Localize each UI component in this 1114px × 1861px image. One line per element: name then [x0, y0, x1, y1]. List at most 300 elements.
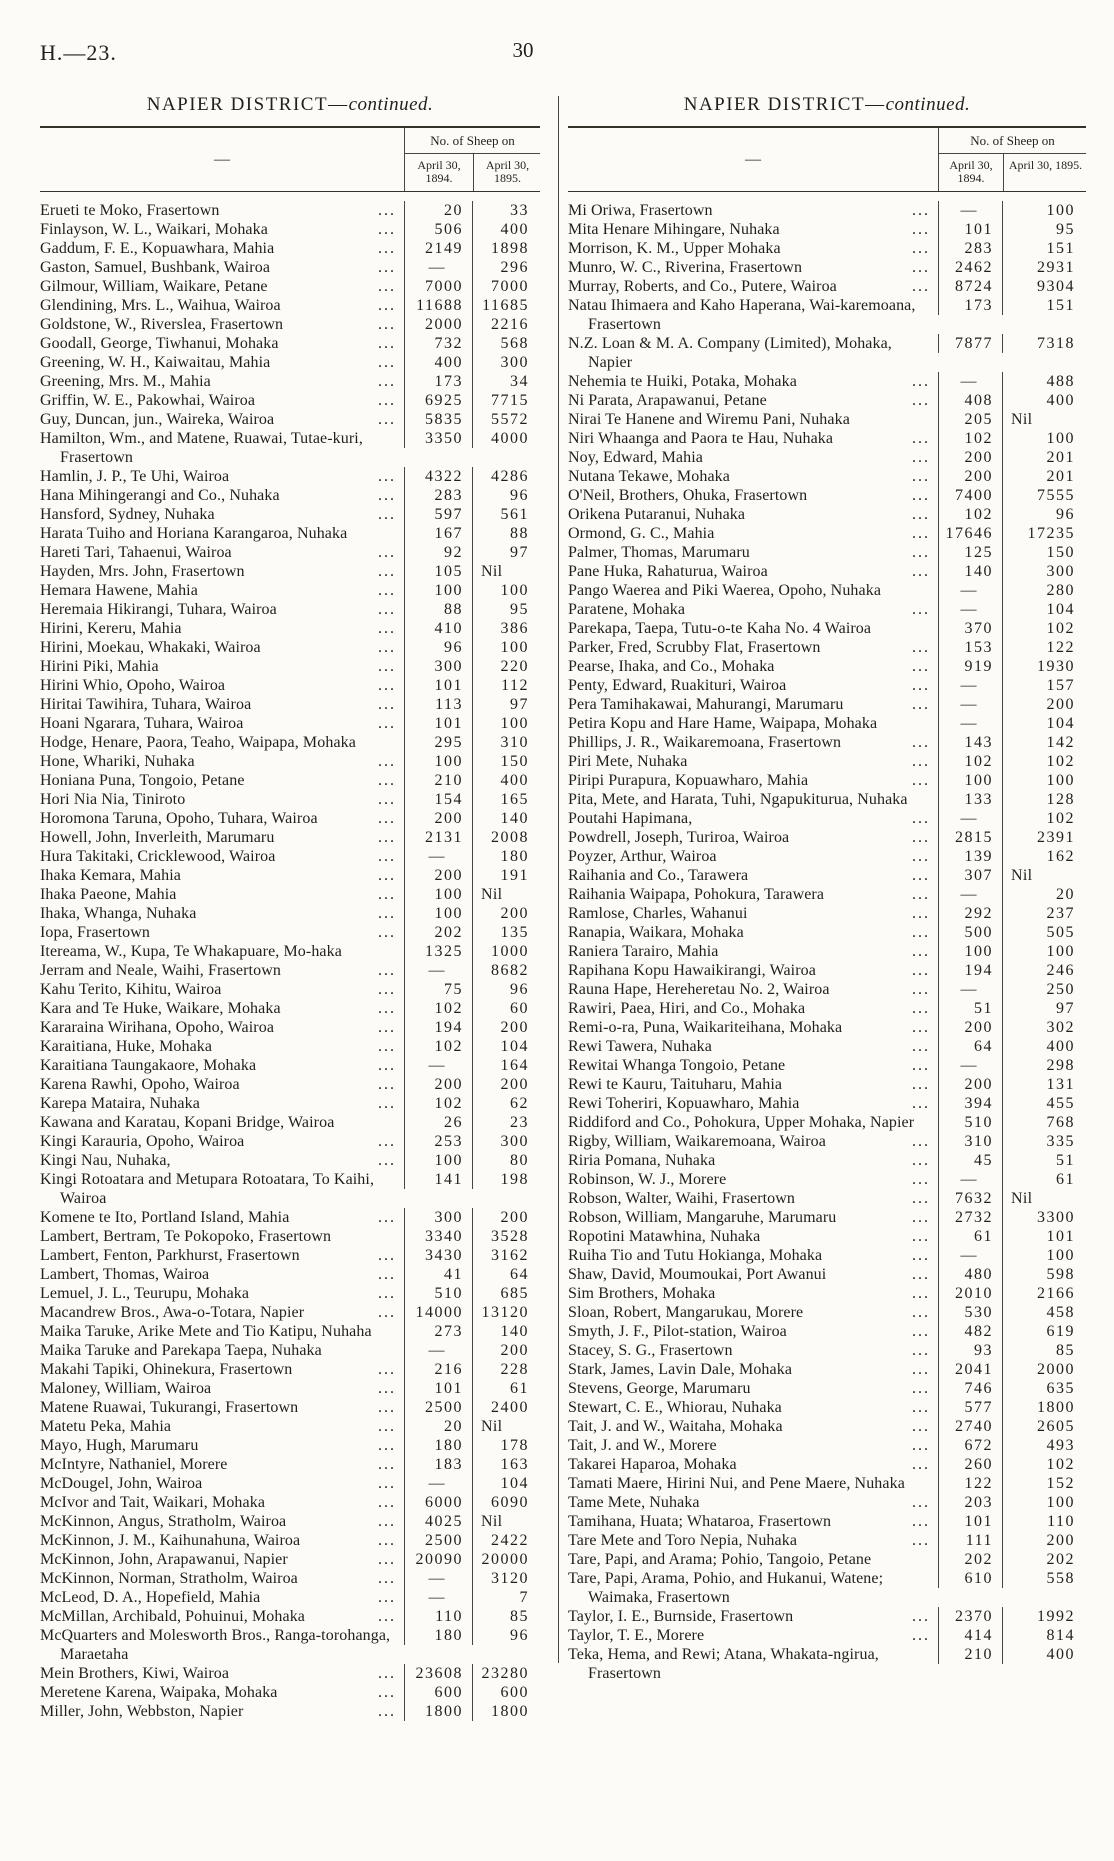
owner-name: Murray, Roberts, and Co., Putere, Wairoa	[568, 278, 837, 295]
owner-name: Karaitiana Taungakaore, Mohaka	[40, 1057, 257, 1074]
value-1894: 88	[404, 600, 472, 619]
owner-name: Hayden, Mrs. John, Frasertown	[40, 563, 245, 580]
owner-name-cell	[568, 334, 938, 372]
dot-leader: ...	[378, 905, 396, 922]
value-1895: 201	[1002, 467, 1086, 486]
table-row	[40, 562, 540, 581]
value-1894: 4025	[404, 1512, 472, 1531]
value-1895: 455	[1002, 1094, 1086, 1113]
dot-leader: ...	[912, 1532, 930, 1549]
owner-name: Niri Whaanga and Paora te Hau, Nuhaka	[568, 430, 834, 447]
owner-name: Gaston, Samuel, Bushbank, Wairoa	[40, 259, 271, 276]
value-1894: 3340	[404, 1227, 472, 1246]
table-row	[40, 790, 540, 809]
value-1894: 102	[938, 429, 1002, 448]
dot-leader: ...	[378, 1684, 396, 1701]
table-row	[568, 486, 1086, 505]
dot-leader: ...	[912, 753, 930, 770]
value-1895: 61	[472, 1379, 540, 1398]
owner-name: Morrison, K. M., Upper Mohaka	[568, 240, 781, 257]
table-title-continued: continued.	[348, 94, 434, 115]
owner-name-cell	[40, 1588, 404, 1607]
value-1895: 7	[472, 1588, 540, 1607]
value-1894: 310	[938, 1132, 1002, 1151]
dot-leader: ...	[912, 1076, 930, 1093]
table-row	[568, 1303, 1086, 1322]
dot-leader: ...	[378, 1285, 396, 1302]
table-row	[40, 220, 540, 239]
value-1895: 96	[472, 1626, 540, 1645]
table-row	[40, 1607, 540, 1626]
table-row	[40, 1398, 540, 1417]
owner-name-cell	[568, 543, 938, 562]
table-row	[568, 562, 1086, 581]
table-row	[40, 372, 540, 391]
owner-name-cell	[40, 1056, 404, 1075]
value-1894: —	[938, 980, 1002, 999]
value-1894: 8724	[938, 277, 1002, 296]
value-1895: 493	[1002, 1436, 1086, 1455]
owner-name-cell	[40, 1208, 404, 1227]
owner-name-cell	[40, 334, 404, 353]
owner-name-cell	[40, 1702, 404, 1721]
owner-name: Mein Brothers, Kiwi, Wairoa	[40, 1665, 230, 1682]
value-1894: 500	[938, 923, 1002, 942]
dot-leader: ...	[912, 677, 930, 694]
owner-name: Nutana Tekawe, Mohaka	[568, 468, 730, 485]
owner-name: Ihaka Kemara, Mahia	[40, 867, 181, 884]
table-row	[568, 277, 1086, 296]
dot-leader: ...	[378, 297, 396, 314]
value-1894: 154	[404, 790, 472, 809]
owner-name: Sloan, Robert, Mangarukau, Morere	[568, 1304, 804, 1321]
value-1895: 100	[1002, 771, 1086, 790]
owner-name-cell	[568, 847, 938, 866]
table-row	[40, 1455, 540, 1474]
owner-name: Kawana and Karatau, Kopani Bridge, Wairoa	[40, 1114, 335, 1131]
value-1895: Nil	[472, 1417, 540, 1436]
dot-leader: ...	[912, 1627, 930, 1644]
table-row	[568, 980, 1086, 999]
dot-leader: ...	[378, 810, 396, 827]
value-1895: 2216	[472, 315, 540, 334]
value-1894: 111	[938, 1531, 1002, 1550]
value-1895: 4286	[472, 467, 540, 486]
owner-name-cell	[568, 1170, 938, 1189]
value-1895: 100	[1002, 429, 1086, 448]
table-row	[568, 1417, 1086, 1436]
value-1895: 228	[472, 1360, 540, 1379]
value-1894: 102	[938, 505, 1002, 524]
owner-name-cell	[40, 410, 404, 429]
owner-name-cell	[40, 1607, 404, 1626]
owner-name-cell	[40, 391, 404, 410]
table-row	[568, 790, 1086, 809]
table-row	[568, 1322, 1086, 1341]
owner-name-cell	[568, 1360, 938, 1379]
owner-name-cell	[568, 562, 938, 581]
value-1895: 162	[1002, 847, 1086, 866]
owner-name: Tare, Papi, and Arama; Pohio, Tangoio, Petane	[568, 1551, 872, 1568]
table-row	[568, 1550, 1086, 1569]
value-1895: 7000	[472, 277, 540, 296]
owner-name: Macandrew Bros., Awa-o-Totara, Napier	[40, 1304, 305, 1321]
table-row	[568, 1170, 1086, 1189]
value-1894: 26	[404, 1113, 472, 1132]
date-headers	[405, 154, 540, 191]
value-1894: 200	[404, 866, 472, 885]
dot-leader: ...	[912, 658, 930, 675]
owner-name-cell	[40, 714, 404, 733]
owner-name: Rewi Tawera, Nuhaka	[568, 1038, 712, 1055]
value-1895: 635	[1002, 1379, 1086, 1398]
owner-name: Erueti te Moko, Frasertown	[40, 202, 220, 219]
owner-name-cell	[40, 543, 404, 562]
dot-leader: ...	[378, 696, 396, 713]
owner-name-cell	[40, 1151, 404, 1170]
dot-leader: ...	[912, 1171, 930, 1188]
table-row	[40, 1702, 540, 1721]
dot-leader: ...	[912, 962, 930, 979]
table-row	[568, 866, 1086, 885]
dot-leader: ...	[378, 886, 396, 903]
dot-leader: ...	[378, 411, 396, 428]
owner-name-cell	[568, 581, 938, 600]
owner-name: Raihania Waipapa, Pohokura, Tarawera	[568, 886, 825, 903]
value-1894: 2041	[938, 1360, 1002, 1379]
value-1894: 100	[404, 1151, 472, 1170]
owner-name-cell	[40, 1170, 404, 1208]
owner-name: Rewi te Kauru, Taituharu, Mahia	[568, 1076, 783, 1093]
owner-name: Jerram and Neale, Waihi, Frasertown	[40, 962, 281, 979]
owner-name-cell	[568, 448, 938, 467]
table-header	[40, 126, 540, 192]
value-1894: 216	[404, 1360, 472, 1379]
value-1894: —	[938, 201, 1002, 220]
owner-name-cell	[568, 923, 938, 942]
value-1894: 5835	[404, 410, 472, 429]
owner-name-cell	[568, 1037, 938, 1056]
value-1895: 300	[472, 1132, 540, 1151]
table-row	[568, 1569, 1086, 1607]
owner-name-cell	[568, 1132, 938, 1151]
value-1894: 105	[404, 562, 472, 581]
value-1895: 128	[1002, 790, 1086, 809]
table-row	[40, 1550, 540, 1569]
dot-leader: ...	[378, 1570, 396, 1587]
owner-name: Teka, Hema, and Rewi; Atana, Whakata-ngirua, Frasertown	[568, 1646, 879, 1682]
owner-name: Hodge, Henare, Paora, Teaho, Waipapa, Mohaka	[40, 734, 356, 751]
dot-leader: ...	[378, 487, 396, 504]
owner-name-cell	[40, 638, 404, 657]
value-1895: 1930	[1002, 657, 1086, 676]
value-1894: 200	[938, 1075, 1002, 1094]
value-1895: Nil	[1002, 1189, 1086, 1208]
table-row	[568, 809, 1086, 828]
value-1894: 205	[938, 410, 1002, 429]
owner-name: Paratene, Mohaka	[568, 601, 686, 618]
owner-name-cell	[40, 771, 404, 790]
owner-name: N.Z. Loan & M. A. Company (Limited), Mohaka, Napier	[568, 335, 892, 371]
value-1895: 2931	[1002, 258, 1086, 277]
table-row	[568, 1037, 1086, 1056]
owner-name: Karepa Mataira, Nuhaka	[40, 1095, 200, 1112]
value-1894: —	[404, 1588, 472, 1607]
owner-name-cell	[568, 467, 938, 486]
value-1895: 2000	[1002, 1360, 1086, 1379]
table-row	[568, 904, 1086, 923]
owner-name: Tait, J. and W., Morere	[568, 1437, 717, 1454]
owner-name: Shaw, David, Moumoukai, Port Awanui	[568, 1266, 827, 1283]
value-1895: 180	[472, 847, 540, 866]
value-1895: 150	[1002, 543, 1086, 562]
table-row	[568, 467, 1086, 486]
value-1895: 64	[472, 1265, 540, 1284]
dot-leader: ...	[912, 240, 930, 257]
owner-name-cell	[40, 1455, 404, 1474]
value-1894: 133	[938, 790, 1002, 809]
value-1894: 253	[404, 1132, 472, 1151]
owner-name: Raniera Tarairo, Mahia	[568, 943, 719, 960]
value-1895: Nil	[472, 885, 540, 904]
value-1894: 203	[938, 1493, 1002, 1512]
table-row	[40, 714, 540, 733]
owner-name-cell	[568, 676, 938, 695]
owner-name: Itereama, W., Kupa, Te Whakapuare, Mo-haka	[40, 943, 342, 960]
value-1894: —	[938, 695, 1002, 714]
page-number: 30	[512, 38, 534, 62]
owner-name: Mayo, Hugh, Marumaru	[40, 1437, 199, 1454]
table-row	[40, 619, 540, 638]
table-row	[568, 1341, 1086, 1360]
value-1894: 200	[938, 1018, 1002, 1037]
value-1895: 60	[472, 999, 540, 1018]
table-row	[40, 866, 540, 885]
value-1894: —	[938, 676, 1002, 695]
table-title	[568, 94, 1086, 116]
value-1895: 4000	[472, 429, 540, 448]
value-1895: Nil	[1002, 410, 1086, 429]
value-1894: 1325	[404, 942, 472, 961]
owner-name: Taylor, T. E., Morere	[568, 1627, 705, 1644]
value-1895: 400	[1002, 1645, 1086, 1664]
owner-name-cell	[568, 1075, 938, 1094]
dot-leader: ...	[912, 829, 930, 846]
dot-leader: ...	[378, 221, 396, 238]
table-row	[40, 1531, 540, 1550]
owner-name-cell	[568, 1417, 938, 1436]
table-row	[568, 600, 1086, 619]
owner-name-cell	[40, 1550, 404, 1569]
owner-name: Matene Ruawai, Tukurangi, Frasertown	[40, 1399, 299, 1416]
table-row	[40, 334, 540, 353]
owner-name-cell	[40, 1569, 404, 1588]
owner-name: Petira Kopu and Hare Hame, Waipapa, Mohaka	[568, 715, 878, 732]
owner-name: Hamlin, J. P., Te Uhi, Wairoa	[40, 468, 230, 485]
table-row	[40, 1493, 540, 1512]
owner-name-cell	[568, 1455, 938, 1474]
value-1894: 300	[404, 657, 472, 676]
table-row	[568, 752, 1086, 771]
value-1895: 8682	[472, 961, 540, 980]
table-row	[40, 258, 540, 277]
table-body	[40, 192, 540, 1721]
value-1894: 408	[938, 391, 1002, 410]
value-1894: —	[404, 1056, 472, 1075]
table-row	[40, 600, 540, 619]
owner-name-cell	[568, 1341, 938, 1360]
value-1894: 180	[404, 1436, 472, 1455]
dot-leader: ...	[378, 1019, 396, 1036]
dot-leader: ...	[378, 1494, 396, 1511]
owner-name-cell	[40, 277, 404, 296]
value-1895: 9304	[1002, 277, 1086, 296]
owner-name: Taylor, I. E., Burnside, Frasertown	[568, 1608, 794, 1625]
table-row	[40, 391, 540, 410]
owner-name: Robson, Walter, Waihi, Frasertown	[568, 1190, 796, 1207]
dot-leader: ...	[912, 867, 930, 884]
owner-name: Pera Tamihakawai, Mahurangi, Marumaru	[568, 696, 844, 713]
table-row	[40, 1227, 540, 1246]
owner-name: Remi-o-ra, Puna, Waikariteihana, Mohaka	[568, 1019, 843, 1036]
owner-name: Tamati Maere, Hirini Nui, and Pene Maere, Nuhaka	[568, 1475, 905, 1492]
value-1894: 200	[404, 809, 472, 828]
owner-name: McKinnon, J. M., Kaihunahuna, Wairoa	[40, 1532, 301, 1549]
owner-name-cell	[40, 372, 404, 391]
two-column-layout	[40, 94, 1086, 1721]
value-1894: 100	[404, 904, 472, 923]
dot-leader: ...	[378, 316, 396, 333]
table-row	[40, 695, 540, 714]
dot-leader: ...	[378, 373, 396, 390]
owner-name-cell	[568, 1569, 938, 1607]
owner-name-cell	[568, 961, 938, 980]
value-1894: 292	[938, 904, 1002, 923]
owner-name: Gilmour, William, Waikare, Petane	[40, 278, 268, 295]
table-row	[40, 809, 540, 828]
owner-name: Mi Oriwa, Frasertown	[568, 202, 713, 219]
dot-leader: ...	[378, 1475, 396, 1492]
owner-name: Guy, Duncan, jun., Waireka, Wairoa	[40, 411, 275, 428]
table-row	[568, 391, 1086, 410]
value-1894: 6000	[404, 1493, 472, 1512]
value-1895: 96	[472, 980, 540, 999]
value-1894: 167	[404, 524, 472, 543]
table-row	[568, 372, 1086, 391]
dot-leader: ...	[912, 1095, 930, 1112]
dot-leader: ...	[912, 1342, 930, 1359]
owner-name: Pane Huka, Rahaturua, Wairoa	[568, 563, 768, 580]
value-1895: 157	[1002, 676, 1086, 695]
value-1895: 246	[1002, 961, 1086, 980]
dot-leader: ...	[912, 525, 930, 542]
table-row	[568, 334, 1086, 372]
dot-leader: ...	[378, 601, 396, 618]
value-1894: 61	[938, 1227, 1002, 1246]
value-1895: 237	[1002, 904, 1086, 923]
owner-name: Griffin, W. E., Pakowhai, Wairoa	[40, 392, 256, 409]
value-1894: 600	[404, 1683, 472, 1702]
table-row	[568, 638, 1086, 657]
value-1894: 732	[404, 334, 472, 353]
table-row	[568, 1208, 1086, 1227]
owner-name: Greening, W. H., Kaiwaitau, Mahia	[40, 354, 271, 371]
owner-name-cell	[568, 239, 938, 258]
owner-name: Ramlose, Charles, Wahanui	[568, 905, 748, 922]
value-1895: 104	[472, 1037, 540, 1056]
owner-name: O'Neil, Brothers, Ohuka, Frasertown	[568, 487, 808, 504]
dot-leader: ...	[378, 1703, 396, 1720]
value-1895: 814	[1002, 1626, 1086, 1645]
table-row	[40, 524, 540, 543]
owner-name: Tait, J. and W., Waitaha, Mohaka	[568, 1418, 783, 1435]
dot-leader: ...	[378, 1266, 396, 1283]
table-row	[568, 239, 1086, 258]
owner-name-cell	[40, 1436, 404, 1455]
owner-name-cell	[568, 619, 938, 638]
table-row	[40, 1303, 540, 1322]
column-divider	[558, 96, 559, 1663]
owner-name-cell	[568, 1113, 938, 1132]
owner-name: Mita Henare Mihingare, Nuhaka	[568, 221, 780, 238]
value-1894: 2010	[938, 1284, 1002, 1303]
table-row	[40, 847, 540, 866]
owner-name: Tare, Papi, Arama, Pohio, and Hukanui, Watene; Waimaka, Frasertown	[568, 1570, 884, 1606]
value-1894: 400	[404, 353, 472, 372]
value-1895: 685	[472, 1284, 540, 1303]
table-row	[40, 1075, 540, 1094]
value-1895: Nil	[1002, 866, 1086, 885]
owner-name: Takarei Haparoa, Mohaka	[568, 1456, 737, 1473]
dot-leader: ...	[912, 449, 930, 466]
value-1895: 1992	[1002, 1607, 1086, 1626]
value-1894: 410	[404, 619, 472, 638]
owner-name-cell	[568, 277, 938, 296]
owner-name: Stacey, S. G., Frasertown	[568, 1342, 733, 1359]
dot-leader: ...	[378, 1665, 396, 1682]
owner-name: Glendining, Mrs. L., Waihua, Wairoa	[40, 297, 281, 314]
owner-name-cell	[568, 296, 938, 334]
owner-name-cell	[40, 980, 404, 999]
table-row	[568, 505, 1086, 524]
value-1895: 191	[472, 866, 540, 885]
owner-name: Kara and Te Huke, Waikare, Mohaka	[40, 1000, 281, 1017]
owner-name: Poutahi Hapimana,	[568, 810, 693, 827]
value-1895: 51	[1002, 1151, 1086, 1170]
col-1895-header: April 30, 1895.	[1003, 154, 1087, 191]
value-1895: 3162	[472, 1246, 540, 1265]
owner-name: Kingi Rotoatara and Metupara Rotoatara, To Kaihi, Wairoa	[40, 1171, 375, 1207]
value-1894: 210	[404, 771, 472, 790]
owner-name-cell	[40, 220, 404, 239]
dot-leader: ...	[378, 1551, 396, 1568]
value-1894: 139	[938, 847, 1002, 866]
owner-name-cell	[40, 486, 404, 505]
dot-leader: ...	[912, 373, 930, 390]
table-row	[40, 961, 540, 980]
value-1895: 110	[1002, 1512, 1086, 1531]
value-1894: 143	[938, 733, 1002, 752]
value-1895: 488	[1002, 372, 1086, 391]
name-column-dash: —	[214, 150, 230, 168]
owner-name: Pango Waerea and Piki Waerea, Opoho, Nuhaka	[568, 582, 882, 599]
table-row	[40, 201, 540, 220]
table-row	[40, 239, 540, 258]
owner-name-cell	[40, 1379, 404, 1398]
dot-leader: ...	[912, 430, 930, 447]
owner-name-cell	[568, 1189, 938, 1208]
dot-leader: ...	[912, 278, 930, 295]
